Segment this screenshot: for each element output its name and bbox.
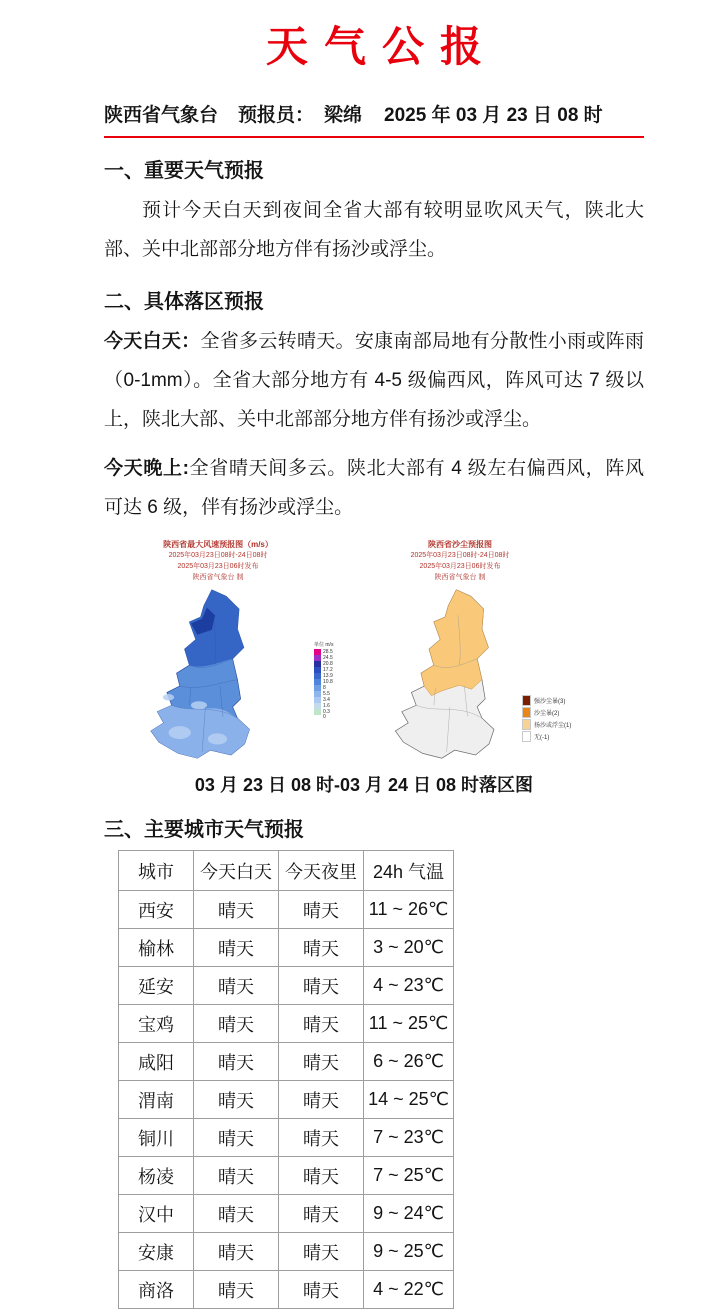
maps-caption: 03 月 23 日 08 时-03 月 24 日 08 时落区图 xyxy=(194,775,534,795)
table-cell: 9 ~ 25℃ xyxy=(364,1233,454,1271)
table-cell: 晴天 xyxy=(194,891,279,929)
table-cell: 11 ~ 25℃ xyxy=(364,1005,454,1043)
legend-value: 0.3 xyxy=(323,709,330,715)
table-cell: 晴天 xyxy=(194,1233,279,1271)
city-cell: 商洛 xyxy=(119,1271,194,1309)
shaanxi-wind-map-graphic xyxy=(136,585,286,763)
city-cell: 渭南 xyxy=(119,1081,194,1119)
table-row xyxy=(119,1157,454,1195)
city-cell: 西安 xyxy=(119,891,194,929)
legend-value: 28.5 xyxy=(323,649,333,655)
wind-map-maker: 陕西省气象台 制 xyxy=(192,574,244,581)
wind-map-issued: 2025年03月23日06时发布 xyxy=(177,563,259,570)
table-cell: 晴天 xyxy=(279,891,364,929)
legend-swatch xyxy=(522,731,531,742)
table-cell: 14 ~ 25℃ xyxy=(364,1081,454,1119)
legend-value: 5.5 xyxy=(323,691,330,697)
dust-legend-entry xyxy=(522,707,610,718)
legend-value: 24.5 xyxy=(323,655,333,661)
dust-affected-region xyxy=(421,590,488,696)
table-cell: 晴天 xyxy=(279,1233,364,1271)
table-row xyxy=(119,1119,454,1157)
table-row xyxy=(119,1043,454,1081)
table-cell: 晴天 xyxy=(279,967,364,1005)
table-cell: 晴天 xyxy=(279,1081,364,1119)
city-cell: 榆林 xyxy=(119,929,194,967)
city-cell: 咸阳 xyxy=(119,1043,194,1081)
forecaster-label: 预报员： xyxy=(238,105,315,126)
table-row xyxy=(119,967,454,1005)
forecaster-name: 梁绵 xyxy=(324,105,363,126)
table-row xyxy=(119,1271,454,1309)
daytime-text: 全省多云转晴天。安康南部局地有分散性小雨或阵雨（0-1mm）。全省大部分地方有 4-5 级偏西风，阵风可达 7 级以上，陕北大部、关中北部部分地方伴有扬沙或浮尘。 xyxy=(104,331,644,430)
table-cell: 7 ~ 25℃ xyxy=(364,1157,454,1195)
legend-value: 10.8 xyxy=(323,679,333,685)
city-cell: 延安 xyxy=(119,967,194,1005)
table-cell: 4 ~ 22℃ xyxy=(364,1271,454,1309)
forecast-maps xyxy=(84,537,644,765)
table-cell: 晴天 xyxy=(279,1119,364,1157)
table-cell: 晴天 xyxy=(194,1157,279,1195)
table-row xyxy=(119,1081,454,1119)
table-cell: 晴天 xyxy=(194,1081,279,1119)
wind-north-region xyxy=(185,590,244,667)
legend-value: 13.9 xyxy=(323,673,333,679)
table-cell: 晴天 xyxy=(194,967,279,1005)
dust-map-title: 陕西省沙尘预报图 xyxy=(428,540,492,549)
dust-legend xyxy=(522,695,610,743)
dust-legend-entry xyxy=(522,695,610,706)
legend-label: 强沙尘暴(3) xyxy=(534,699,566,705)
table-cell: 7 ~ 23℃ xyxy=(364,1119,454,1157)
table-cell: 3 ~ 20℃ xyxy=(364,929,454,967)
column-header: 城市 xyxy=(119,851,194,891)
page-title: 天气公报 xyxy=(265,23,498,70)
table-cell: 晴天 xyxy=(279,929,364,967)
table-row xyxy=(119,1195,454,1233)
city-table-header-row xyxy=(119,851,454,891)
legend-swatch xyxy=(522,695,531,706)
table-row xyxy=(119,891,454,929)
dust-map-issued: 2025年03月23日06时发布 xyxy=(419,563,501,570)
section3-heading: 三、主要城市天气预报 xyxy=(104,819,304,841)
station-name: 陕西省气象台 xyxy=(104,105,219,126)
legend-swatch xyxy=(522,707,531,718)
dust-map-maker: 陕西省气象台 制 xyxy=(434,574,486,581)
table-cell: 晴天 xyxy=(279,1005,364,1043)
dust-forecast-map xyxy=(360,537,610,765)
legend-label: 无(-1) xyxy=(534,735,550,741)
legend-value: 17.2 xyxy=(323,667,333,673)
legend-label: 扬沙或浮尘(1) xyxy=(534,723,572,729)
city-table-body xyxy=(119,891,454,1309)
wind-map-captions xyxy=(118,537,318,583)
table-row xyxy=(119,929,454,967)
legend-value: 20.8 xyxy=(323,661,333,667)
legend-value: 1.6 xyxy=(323,703,330,709)
column-header: 今天夜里 xyxy=(279,851,364,891)
legend-value: 8 xyxy=(323,685,326,691)
table-cell: 晴天 xyxy=(194,1043,279,1081)
legend-label: 沙尘暴(2) xyxy=(534,711,560,717)
wind-map-title: 陕西省最大风速预报图（m/s） xyxy=(163,540,273,549)
table-cell: 晴天 xyxy=(279,1271,364,1309)
table-row xyxy=(119,1005,454,1043)
issue-datetime: 2025 年 03 月 23 日 08 时 xyxy=(384,105,603,126)
wind-speed-map xyxy=(118,537,350,765)
night-text: 全省晴天间多云。陕北大部有 4 级左右偏西风，阵风可达 6 级，伴有扬沙或浮尘。 xyxy=(104,458,644,518)
table-row xyxy=(119,1233,454,1271)
dust-map-captions xyxy=(360,537,560,583)
city-weather-table xyxy=(118,850,454,1309)
section1-body: 预计今天白天到夜间全省大部有较明显吹风天气，陕北大部、关中北部部分地方伴有扬沙或浮尘。 xyxy=(104,200,644,260)
table-cell: 晴天 xyxy=(194,1005,279,1043)
city-cell: 杨凌 xyxy=(119,1157,194,1195)
city-cell: 宝鸡 xyxy=(119,1005,194,1043)
table-cell: 晴天 xyxy=(279,1195,364,1233)
table-cell: 晴天 xyxy=(194,1119,279,1157)
legend-swatch xyxy=(522,719,531,730)
table-cell: 晴天 xyxy=(194,929,279,967)
table-cell: 晴天 xyxy=(194,1271,279,1309)
night-label: 今天晚上: xyxy=(104,458,189,479)
table-cell: 11 ~ 26℃ xyxy=(364,891,454,929)
city-cell: 安康 xyxy=(119,1233,194,1271)
night-forecast xyxy=(104,449,644,527)
table-cell: 晴天 xyxy=(194,1195,279,1233)
table-cell: 晴天 xyxy=(279,1043,364,1081)
city-cell: 汉中 xyxy=(119,1195,194,1233)
column-header: 24h 气温 xyxy=(364,851,454,891)
legend-value: 0 xyxy=(323,714,326,720)
daytime-forecast xyxy=(104,322,644,439)
dust-legend-entry xyxy=(522,719,610,730)
daytime-label: 今天白天： xyxy=(104,331,201,352)
legend-swatch xyxy=(314,709,321,715)
city-cell: 铜川 xyxy=(119,1119,194,1157)
wind-legend xyxy=(314,641,348,720)
legend-value: 3.4 xyxy=(323,697,330,703)
table-cell: 晴天 xyxy=(279,1157,364,1195)
section1-heading: 一、重要天气预报 xyxy=(104,160,264,182)
table-cell: 6 ~ 26℃ xyxy=(364,1043,454,1081)
wind-legend-title: 单位 m/s xyxy=(314,642,334,648)
column-header: 今天白天 xyxy=(194,851,279,891)
section2-heading: 二、具体落区预报 xyxy=(104,291,264,313)
table-cell: 4 ~ 23℃ xyxy=(364,967,454,1005)
table-cell: 9 ~ 24℃ xyxy=(364,1195,454,1233)
dust-legend-entry xyxy=(522,731,610,742)
bulletin-header xyxy=(104,100,644,138)
dust-map-period: 2025年03月23日08时-24日08时 xyxy=(410,552,510,559)
wind-legend-scale xyxy=(314,649,348,720)
shaanxi-dust-map-graphic xyxy=(378,585,533,763)
wind-map-period: 2025年03月23日08时-24日08时 xyxy=(168,552,268,559)
